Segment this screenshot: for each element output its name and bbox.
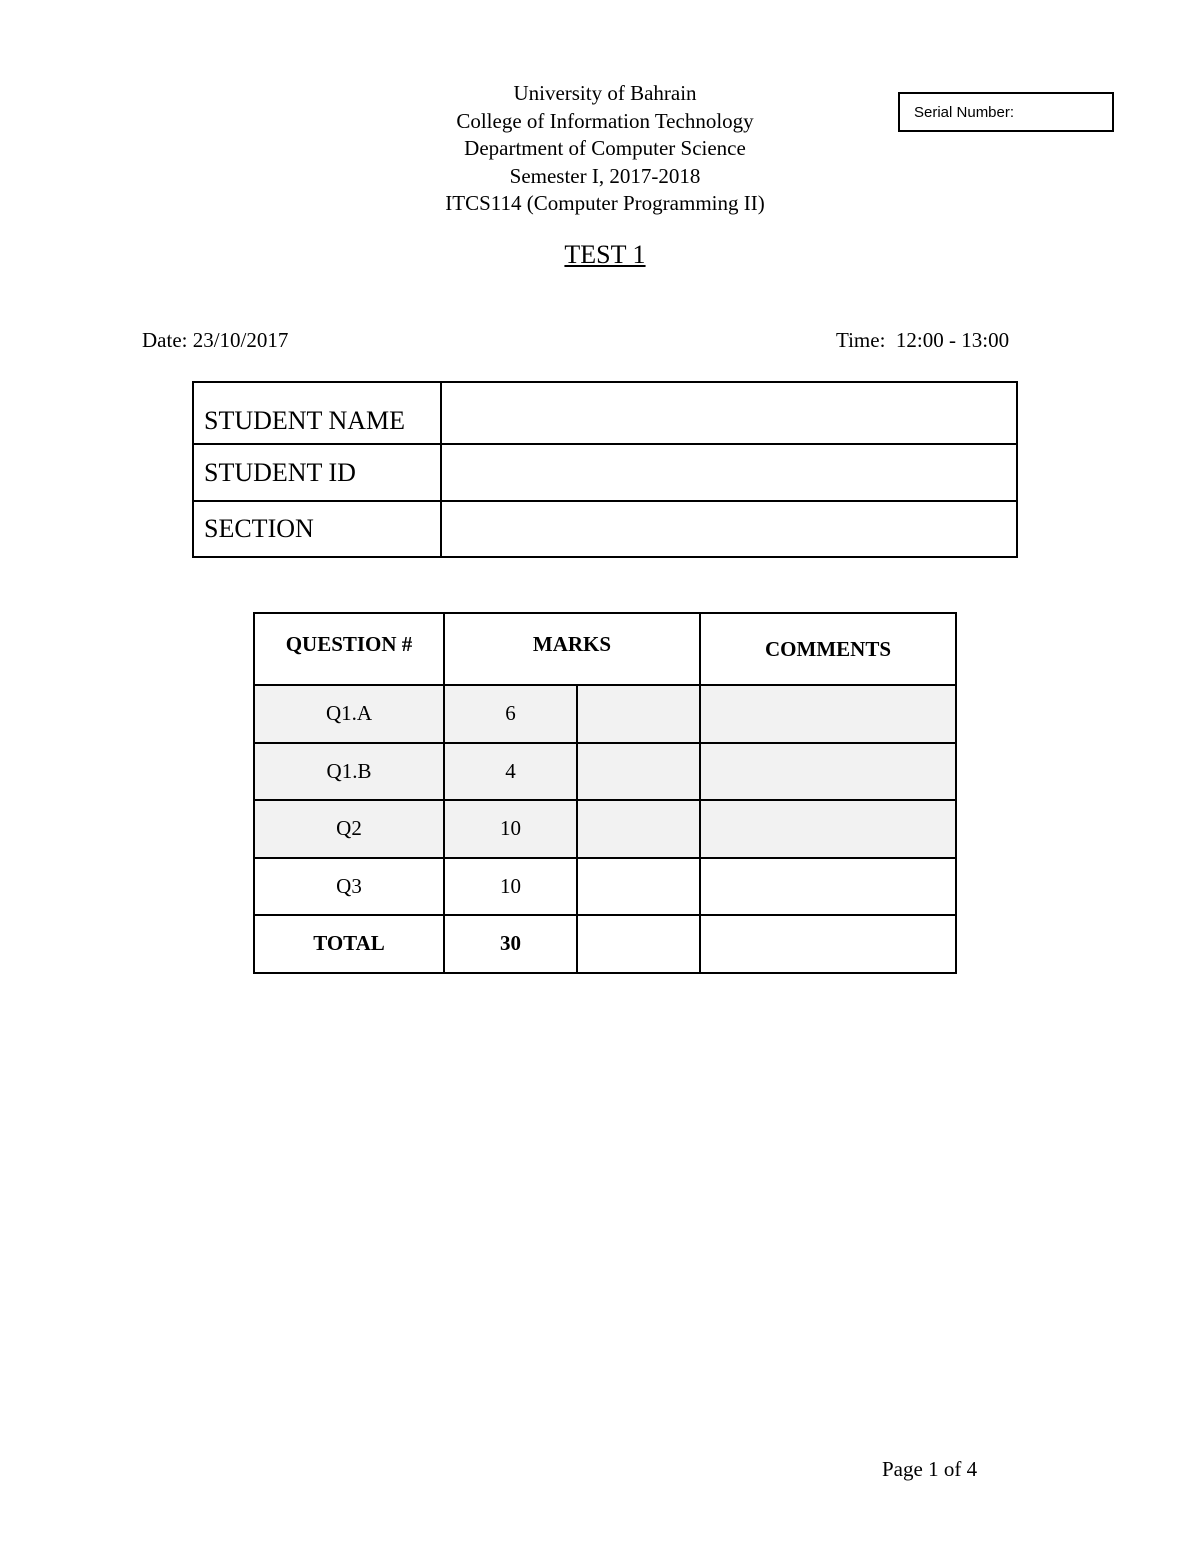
total-row [254,915,956,973]
score-cell[interactable] [577,743,700,801]
semester-label: Semester I, 2017-2018 [509,163,701,188]
student-name-row [193,382,1017,444]
comments-column-header: COMMENTS [700,613,956,685]
student-id-field[interactable] [441,444,1017,501]
table-row [254,800,956,858]
exam-header [300,80,910,218]
section-label: SECTION [193,501,441,557]
comment-cell[interactable] [700,685,956,743]
table-row [254,743,956,801]
comment-cell[interactable] [700,858,956,916]
comment-cell[interactable] [700,743,956,801]
test-title: TEST 1 [564,240,646,269]
marks-column-header: MARKS [444,613,700,685]
score-cell[interactable] [577,685,700,743]
serial-number-field[interactable] [898,92,1114,132]
marks-table [253,612,957,974]
college-name: College of Information Technology [456,108,754,133]
question-cell: Q1.B [254,743,444,801]
student-id-row [193,444,1017,501]
student-id-label: STUDENT ID [193,444,441,501]
score-cell[interactable] [577,858,700,916]
question-cell: Q1.A [254,685,444,743]
question-column-header: QUESTION # [254,613,444,685]
section-field[interactable] [441,501,1017,557]
total-max-marks: 30 [444,915,577,973]
max-marks-cell: 10 [444,858,577,916]
student-info-table [192,381,1018,558]
course-label: ITCS114 (Computer Programming II) [445,191,765,215]
exam-date: Date: 23/10/2017 [142,328,289,352]
student-name-label: STUDENT NAME [193,382,441,444]
department-name: Department of Computer Science [464,136,746,160]
max-marks-cell: 4 [444,743,577,801]
section-row [193,501,1017,557]
question-cell: Q3 [254,858,444,916]
total-label: TOTAL [254,915,444,973]
marks-header-row [254,613,956,685]
score-cell[interactable] [577,800,700,858]
comment-cell[interactable] [700,800,956,858]
student-name-field[interactable] [441,382,1017,444]
page-number: Page 1 of 4 [882,1457,978,1481]
max-marks-cell: 10 [444,800,577,858]
table-row [254,685,956,743]
total-comment-cell[interactable] [700,915,956,973]
university-name: University of Bahrain [513,81,697,105]
total-score-cell[interactable] [577,915,700,973]
question-cell: Q2 [254,800,444,858]
exam-time: Time: 12:00 - 13:00 [836,328,1010,352]
table-row [254,858,956,916]
max-marks-cell: 6 [444,685,577,743]
serial-number-label: Serial Number: [914,103,1015,121]
